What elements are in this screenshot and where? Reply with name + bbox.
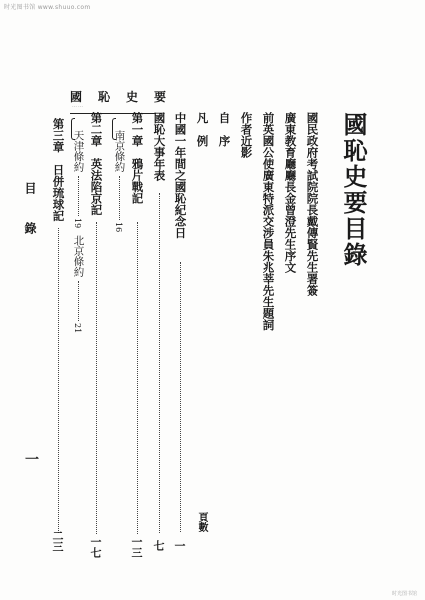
toc-page-number: 七 (152, 540, 165, 551)
page-title: 國恥史要目錄 (339, 112, 368, 268)
toc-entry-notes: 凡 例 (195, 112, 210, 147)
running-header-line (70, 88, 169, 112)
toc-leader (78, 176, 79, 216)
toc-entry-author-photo: 作者近影 (239, 112, 254, 158)
toc-leader (96, 222, 97, 534)
toc-entry-chronology: 國恥大事年表 (152, 112, 167, 181)
toc-leader (180, 262, 181, 532)
toc-subentry-page: 21 (73, 323, 82, 334)
toc-leader (159, 193, 160, 533)
toc-page-number: 二三 (51, 530, 64, 552)
section-side-label: 目 錄 (23, 182, 37, 242)
toc-entry-preface-jin: 廣東教育廳廳長金曾澄先生序文 (283, 112, 298, 273)
toc-page-number: 一 (173, 540, 186, 551)
toc-entry-chapter-2: 第二章 英法陷京記 (89, 112, 104, 216)
folio-page-number: 一 (23, 452, 39, 466)
toc-page-number: 一七 (89, 536, 102, 558)
running-header-text: 國 恥 史 要 (70, 90, 169, 104)
toc-entry-author-preface: 自 序 (217, 112, 232, 147)
toc-subentry-page: 16 (114, 222, 123, 233)
running-header-note: …… (72, 103, 84, 109)
toc-page-number: 一三 (130, 536, 143, 558)
corner-watermark: 时光图书馆 (391, 591, 417, 597)
toc-leader (58, 228, 59, 533)
toc-entry-dedication-zhu: 前英國公使廣東特派交涉員朱兆莘先生題詞 (261, 112, 276, 331)
toc-leader (137, 222, 138, 534)
site-watermark: 时光图书馆 www.shuuo.com (4, 4, 91, 11)
page-column-label: 頁數 (196, 512, 207, 532)
toc-subentry-page: 19 (73, 218, 82, 229)
toc-subentry-nanjing-treaty: 南京條約 (113, 130, 126, 172)
toc-entry-chapter-3: 第三章 日併琉球記 (51, 118, 66, 222)
toc-leader (78, 281, 79, 321)
toc-entry-chapter-1: 第一章 鴉片戰記 (130, 112, 145, 204)
toc-entry-calligraphy-inscription: 國民政府考試院院長戴傳賢先生署簽 (305, 112, 320, 296)
toc-leader (119, 176, 120, 220)
toc-subentry-tianjin-treaty: 天津條約 (72, 130, 85, 172)
toc-subentry-beijing-treaty: 北京條約 (72, 235, 85, 277)
toc-entry-memorial-days: 中國一年間之國恥紀念日 (173, 112, 188, 239)
